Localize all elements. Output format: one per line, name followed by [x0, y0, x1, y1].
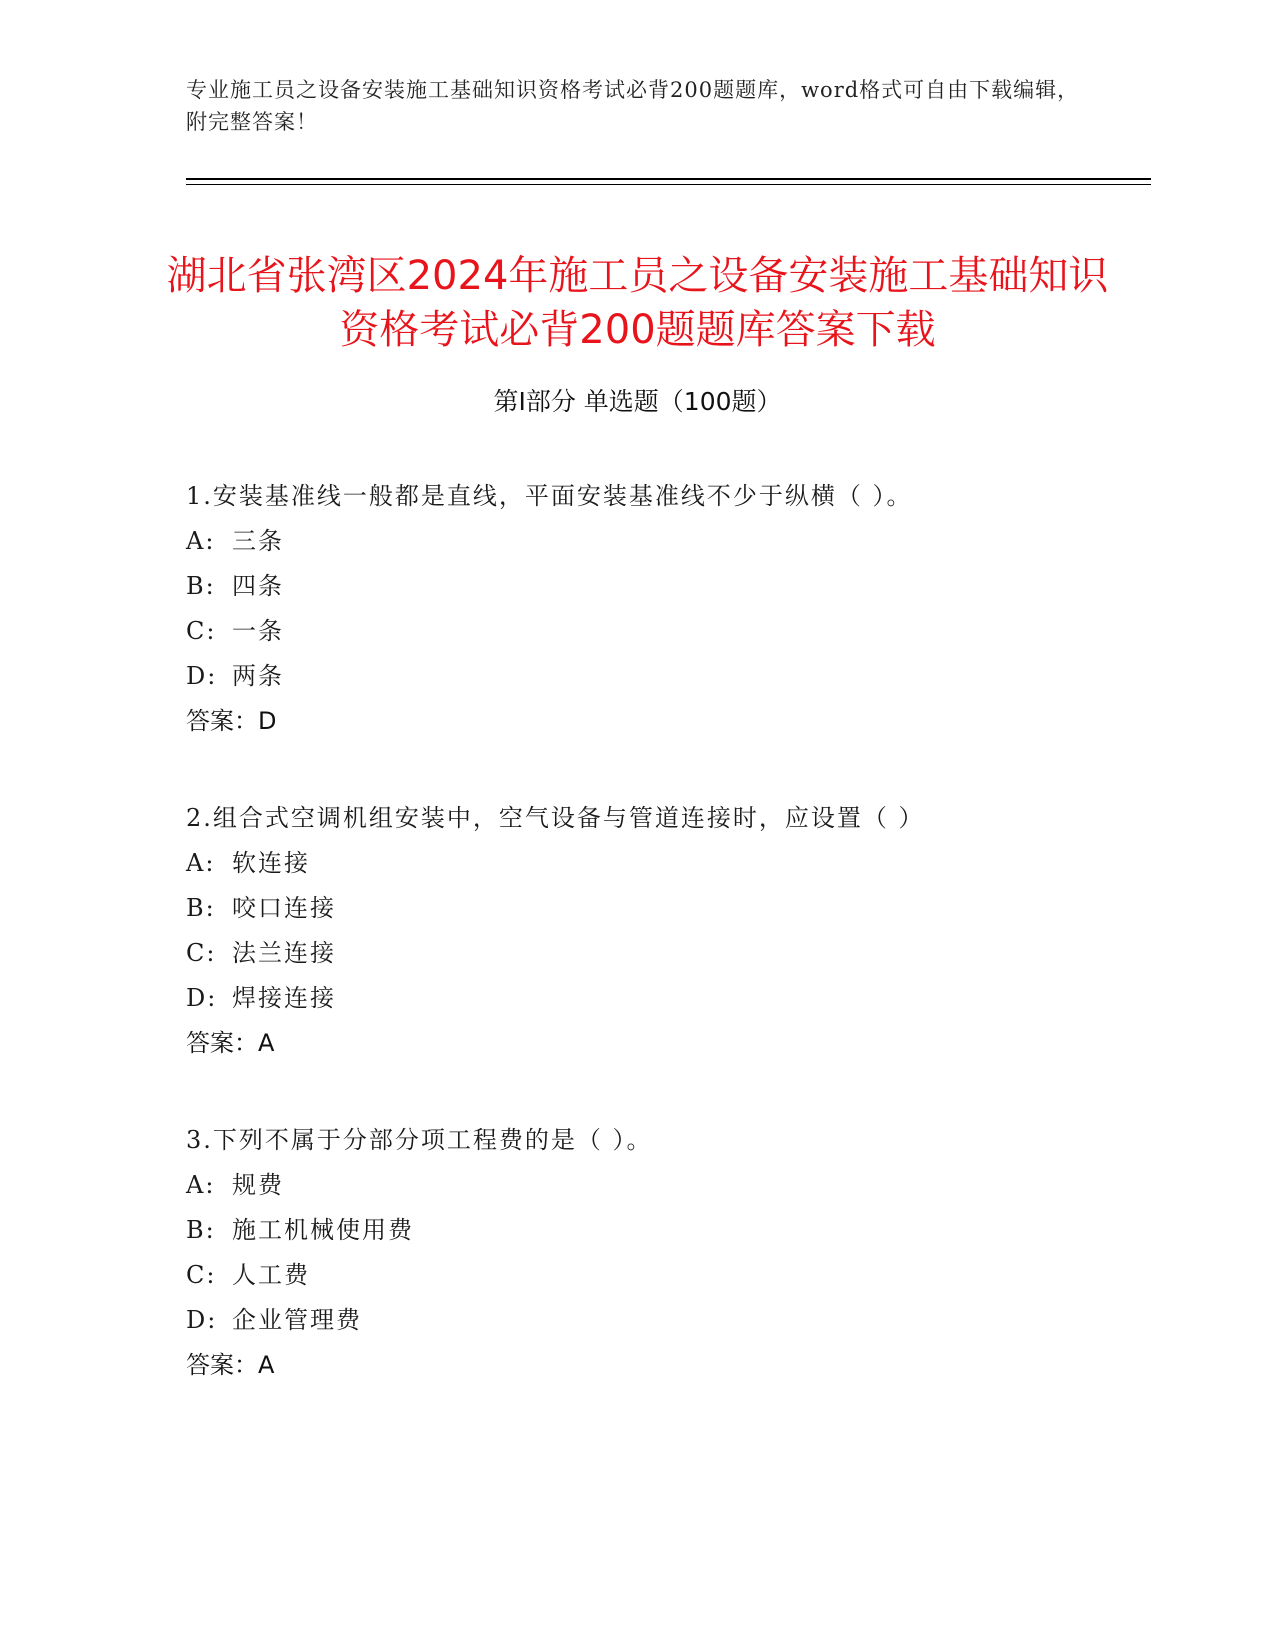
option-text: 一条 — [232, 617, 284, 645]
header-rule-thin — [186, 184, 1151, 185]
option-c — [186, 931, 1146, 976]
question-1 — [186, 474, 1146, 744]
option-b — [186, 1208, 1146, 1253]
option-text: 两条 — [232, 662, 284, 690]
option-key: C: — [186, 939, 217, 967]
option-key: A: — [186, 1171, 216, 1199]
question-stem: 3.下列不属于分部分项工程费的是（ ）。 — [186, 1126, 653, 1154]
option-d — [186, 1298, 1146, 1343]
option-key: B: — [186, 572, 216, 600]
option-text: 焊接连接 — [232, 984, 336, 1012]
option-d — [186, 976, 1146, 1021]
answer: 答案：D — [186, 707, 277, 735]
option-a — [186, 519, 1146, 564]
option-text: 四条 — [232, 572, 284, 600]
header-note: 专业施工员之设备安装施工基础知识资格考试必背200题题库，word格式可自由下载编辑，附完整答案！ — [186, 78, 1080, 134]
question-2 — [186, 796, 1146, 1066]
option-key: B: — [186, 1216, 216, 1244]
answer: 答案：A — [186, 1351, 275, 1379]
option-a — [186, 1163, 1146, 1208]
option-key: A: — [186, 527, 216, 555]
option-key: C: — [186, 617, 217, 645]
option-text: 人工费 — [232, 1261, 310, 1289]
question-3 — [186, 1118, 1146, 1388]
header-rule-thick — [186, 178, 1151, 180]
option-text: 三条 — [232, 527, 284, 555]
section-title: 第Ⅰ部分 单选题（100题） — [493, 387, 782, 416]
answer: 答案：A — [186, 1029, 275, 1057]
option-c — [186, 609, 1146, 654]
option-text: 施工机械使用费 — [232, 1216, 414, 1244]
option-key: D: — [186, 984, 218, 1012]
option-text: 软连接 — [232, 849, 310, 877]
question-stem: 1.安装基准线一般都是直线，平面安装基准线不少于纵横（ ）。 — [186, 482, 913, 510]
option-key: C: — [186, 1261, 217, 1289]
option-key: A: — [186, 849, 216, 877]
option-b — [186, 886, 1146, 931]
option-text: 规费 — [232, 1171, 284, 1199]
question-stem: 2.组合式空调机组安装中，空气设备与管道连接时，应设置（ ） — [186, 804, 925, 832]
option-d — [186, 654, 1146, 699]
option-key: B: — [186, 894, 216, 922]
option-a — [186, 841, 1146, 886]
option-text: 咬口连接 — [232, 894, 336, 922]
question-list — [186, 474, 1146, 1440]
document-title: 湖北省张湾区2024年施工员之设备安装施工基础知识资格考试必背200题题库答案下载 — [166, 252, 1109, 353]
option-key: D: — [186, 1306, 218, 1334]
option-text: 法兰连接 — [232, 939, 336, 967]
option-c — [186, 1253, 1146, 1298]
option-b — [186, 564, 1146, 609]
option-key: D: — [186, 662, 218, 690]
option-text: 企业管理费 — [232, 1306, 362, 1334]
